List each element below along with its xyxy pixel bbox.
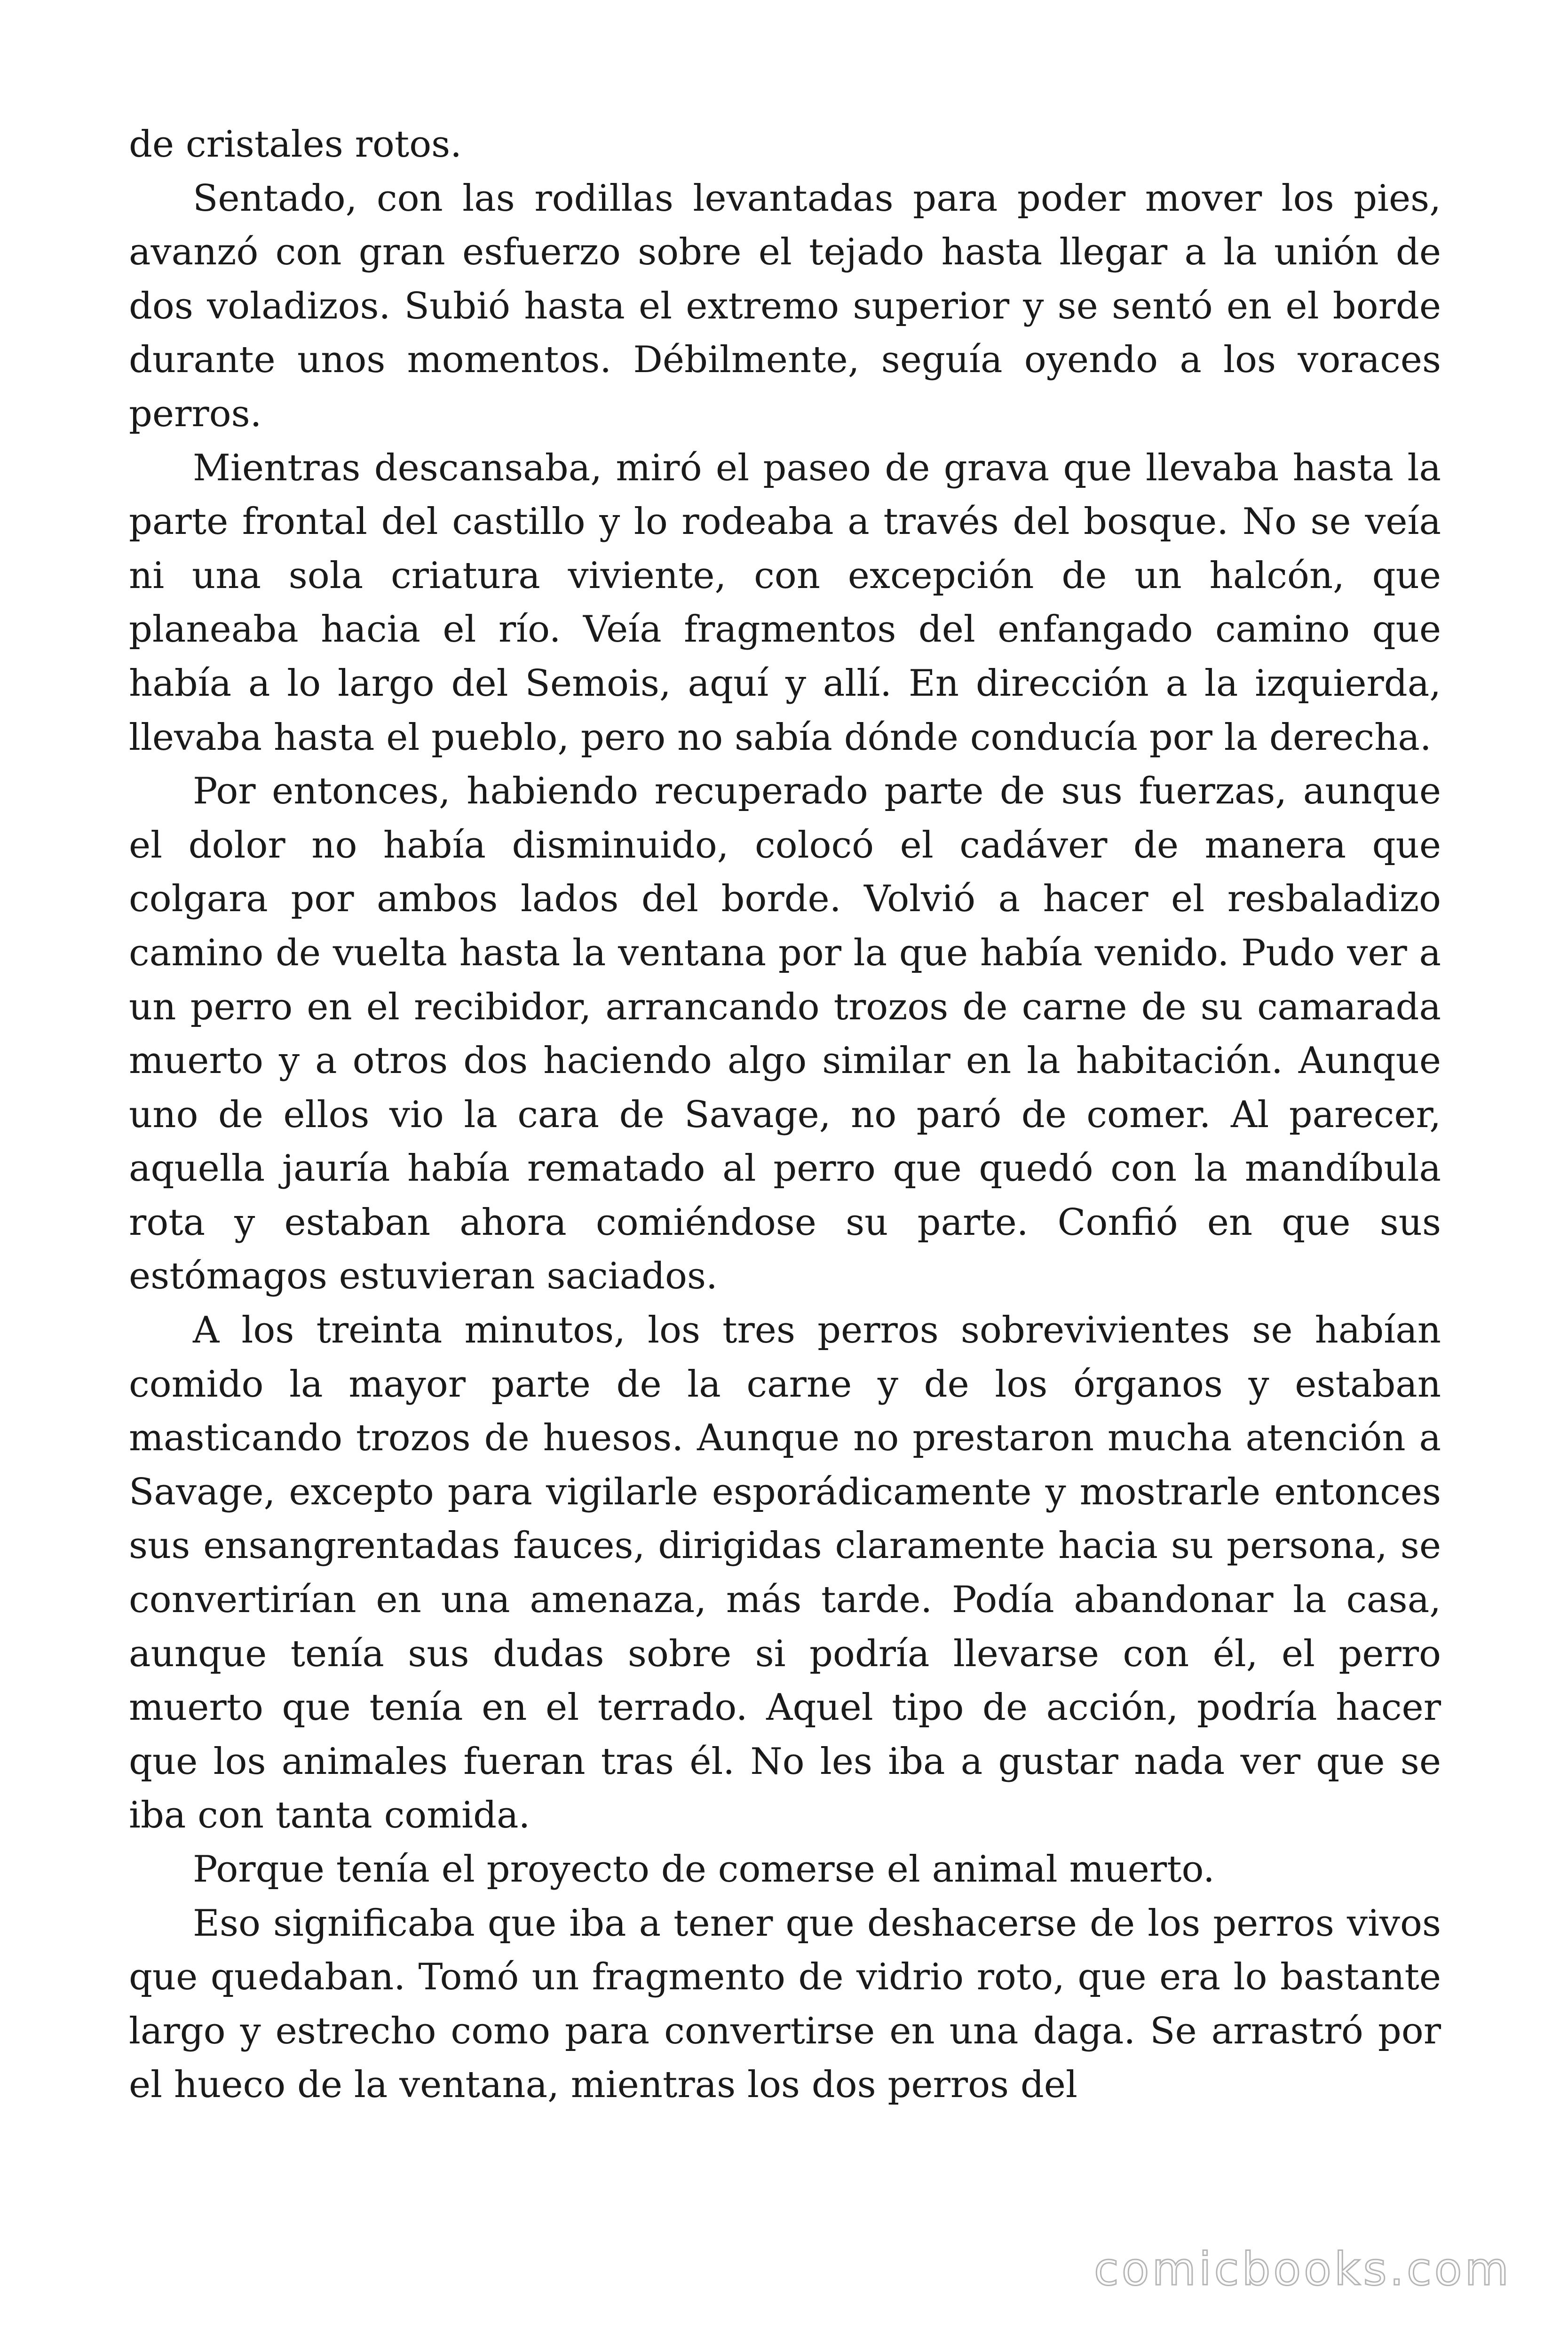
- paragraph-7: Eso significaba que iba a tener que deshacerse de los perros vivos que quedaban. Tomó un fragmento de vidrio roto, que era lo bastante largo y estrecho como para convertirse en una daga. Se arrastró por el hueco de la ventana, mientras los dos perros del: [129, 1902, 1441, 2106]
- paragraph-5: A los treinta minutos, los tres perros sobrevivientes se habían comido la mayor parte de la carne y de los órganos y estaban masticando trozos de huesos. Aunque no prestaron mucha atención a Savage, excepto para vigilarle esporádicamente y mostrarle entonces sus ensangrentadas fauces, dirigidas claramente hacia su persona, se convertirían en una amenaza, más tarde. Podía abandonar la casa, aunque tenía sus dudas sobre si podría llevarse con él, el perro muerto que tenía en el terrado. Aquel tipo de acción, podría hacer que los animales fueran tras él. No les iba a gustar nada ver que se iba con tanta comida.: [129, 1309, 1441, 1837]
- paragraph-6: Porque tenía el proyecto de comerse el animal muerto.: [193, 1848, 1215, 1891]
- paragraph-4: Por entonces, habiendo recuperado parte de sus fuerzas, aunque el dolor no había disminuido, colocó el cadáver de manera que colgara por ambos lados del borde. Volvió a hacer el resbaladizo camino de vuelta hasta la ventana por la que había venido. Pudo ver a un perro en el recibidor, arrancando trozos de carne de su camarada muerto y a otros dos haciendo algo similar en la habitación. Aunque uno de ellos vio la cara de Savage, no paró de comer. Al parecer, aquella jauría había rematado al perro que quedó con la mandíbula rota y estaban ahora comiéndose su parte. Confió en que sus estómagos estuvieran saciados.: [129, 770, 1441, 1298]
- paragraph-1: de cristales rotos.: [129, 123, 462, 166]
- page-body: [129, 118, 1441, 2112]
- paragraph-2: Sentado, con las rodillas levantadas para poder mover los pies, avanzó con gran esfuerzo sobre el tejado hasta llegar a la unión de dos voladizos. Subió hasta el extremo superior y se sentó en el borde durante unos momentos. Débilmente, seguía oyendo a los voraces perros.: [129, 177, 1441, 435]
- watermark: comicbooks.com: [1093, 2243, 1512, 2296]
- paragraph-3: Mientras descansaba, miró el paseo de grava que llevaba hasta la parte frontal del castillo y lo rodeaba a través del bosque. No se veía ni una sola criatura viviente, con excepción de un halcón, que planeaba hacia el río. Veía fragmentos del enfangado camino que había a lo largo del Semois, aquí y allí. En dirección a la izquierda, llevaba hasta el pueblo, pero no sabía dónde conducía por la derecha.: [129, 446, 1441, 759]
